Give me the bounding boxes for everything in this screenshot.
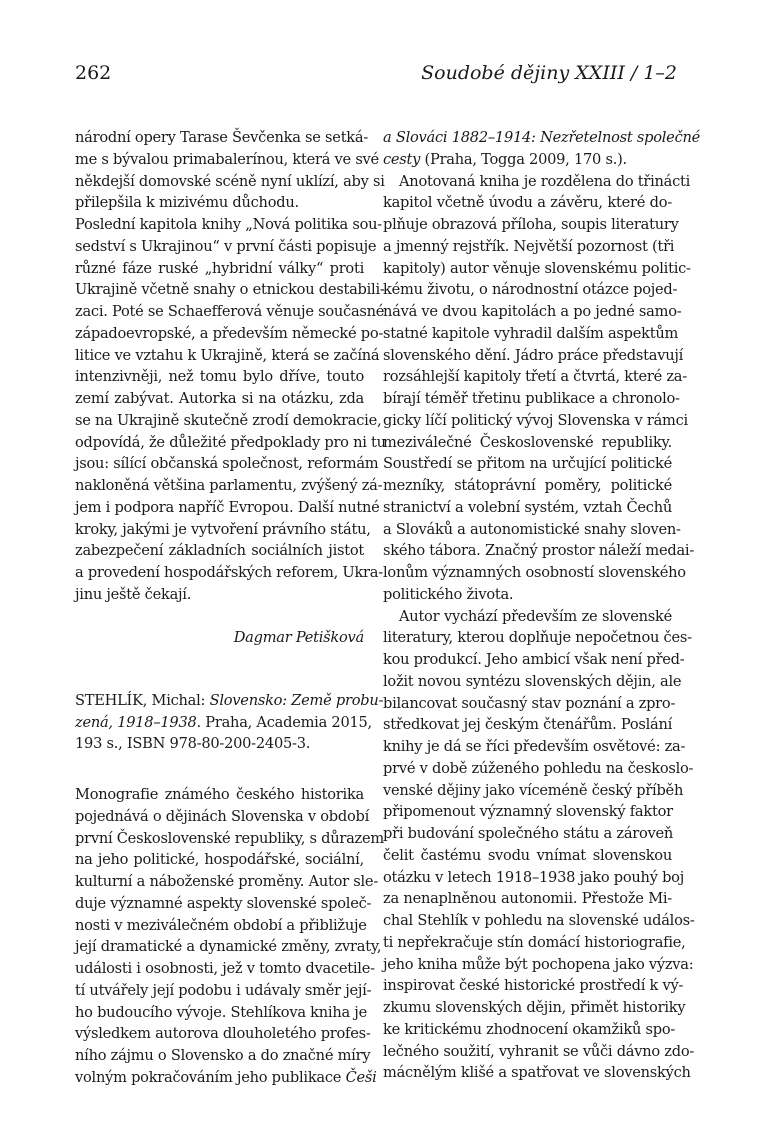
paragraph-line: někdejší domovské scéně nyní uklízí, aby si (75, 172, 385, 190)
paragraph-line: pojednává o dějinách Slovenska v období (75, 807, 370, 825)
paragraph-line: zabezpečení základních sociálních jistot (75, 542, 364, 560)
paragraph-line: Monografie známého českého historika (75, 786, 364, 803)
paragraph-line: přilepšila k mizivému důchodu. (75, 194, 299, 212)
paragraph-line: lonům významných osobností slovenského (383, 564, 686, 581)
paragraph-line: ho budoucího vývoje. Stehlíkova kniha je (75, 1003, 367, 1021)
paragraph-line: a jmenný rejstřík. Největší pozornost (tři (383, 237, 675, 255)
paragraph-line: statné kapitole vyhradil dalším aspektům (383, 324, 679, 342)
paragraph-line: Autor vychází především ze slovenské (399, 607, 672, 625)
paragraph-line: její dramatické a dynamické změny, zvraty, (75, 938, 382, 956)
paragraph (383, 171, 695, 606)
paragraph-line: čelit častému svodu vnímat slovenskou (383, 846, 672, 864)
paragraph (75, 214, 386, 606)
paragraph-line: nosti v meziválečném období a přibližuje (75, 916, 367, 934)
review-signature: Dagmar Petišková (233, 629, 364, 647)
reference-line: cesty (Praha, Togga 2009, 170 s.). (383, 150, 627, 168)
paragraph-line: mácnělým klišé a spatřovat ve slovenských (383, 1064, 691, 1082)
paragraph (75, 784, 384, 1067)
paragraph-line: me s bývalou primabalerínou, která ve své (75, 150, 379, 168)
journal-title: Soudobé dějiny XXIII / 1–2 (421, 62, 677, 84)
paragraph-line: volným pokračováním jeho publikace Češi (75, 1068, 377, 1086)
paragraph-line: výsledkem autorova dlouholetého profes- (75, 1025, 371, 1043)
paragraph-line: literatury, kterou doplňuje nepočetnou čes- (383, 629, 692, 647)
paragraph-line: mezníky, státoprávní poměry, politické (383, 477, 672, 494)
paragraph-line: politického života. (383, 585, 514, 603)
citation-line: 193 s., ISBN 978-80-200-2405-3. (75, 735, 311, 753)
paragraph-line: Poslední kapitola knihy „Nová politika sou- (75, 216, 382, 233)
paragraph (75, 127, 385, 214)
paragraph-line: při budování společného státu a zároveň (383, 825, 674, 842)
paragraph-line: Soustředí se přitom na určující politické (383, 455, 672, 473)
paragraph-line: chal Stehlík v pohledu na slovenské událos- (383, 912, 695, 929)
paragraph-line: jeho kniha může být pochopena jako výzva: (383, 955, 694, 973)
paragraph (383, 606, 695, 1085)
paragraph-line: kapitoly) autor věnuje slovenskému politic- (383, 259, 691, 277)
paragraph-line: lečného soužití, vyhranit se vůči dávno zdo- (383, 1042, 695, 1060)
paragraph-line: bírají téměř třetinu publikace a chronolo- (383, 390, 680, 407)
paragraph-line: ke kritickému zhodnocení okamžiků spo- (383, 1020, 676, 1038)
paragraph-line: zemí zabývat. Autorka si na otázku, zda (75, 390, 364, 407)
paragraph-line: kulturní a náboženské proměny. Autor sle- (75, 873, 378, 890)
paragraph-line: zaci. Poté se Schaefferová věnuje současné (75, 303, 385, 320)
paragraph-line: zkumu slovenských dějin, přimět historiky (383, 999, 686, 1016)
paragraph-line: a Slováků a autonomistické snahy sloven- (383, 520, 681, 538)
paragraph-line: se na Ukrajině skutečně zrodí demokracie, (75, 411, 382, 429)
paragraph-line: slovenského dění. Jádro práce představují (383, 346, 684, 364)
paragraph-line: inspirovat české historické prostředí k vý- (383, 977, 684, 995)
paragraph-line: litice ve vztahu k Ukrajině, která se začíná (75, 346, 380, 364)
left-column (75, 127, 386, 1089)
paragraph-line: kroky, jakými je vytvoření právního státu, (75, 520, 371, 538)
paragraph-line: na jeho politické, hospodářské, sociální, (75, 851, 364, 869)
paragraph-line: a provedení hospodářských reforem, Ukra- (75, 564, 383, 581)
paragraph-line: středkovat jej českým čtenářům. Poslání (383, 716, 673, 734)
paragraph-line: jsou: sílící občanská společnost, reformám (75, 455, 379, 473)
paragraph-line: ložit novou syntézu slovenských dějin, ale (383, 672, 682, 690)
paragraph-line: jinu ještě čekají. (75, 585, 192, 603)
paragraph-line: prvé v době zúženého pohledu na českoslo- (383, 759, 694, 777)
citation-line: STEHLÍK, Michal: Slovensko: Země probu- (75, 691, 384, 709)
paragraph-line: venské dějiny jako víceméně český příběh (383, 781, 684, 799)
paragraph-line: rozsáhlejší kapitoly třetí a čtvrtá, které za- (383, 368, 687, 386)
paragraph-line: tí utvářely její podobu i udávaly směr její- (75, 981, 372, 999)
right-column (383, 127, 701, 1084)
paragraph-line: události i osobnosti, jež v tomto dvacetile- (75, 960, 375, 977)
paragraph-line: různé fáze ruské „hybridní války“ proti (75, 259, 364, 277)
paragraph-line: stranictví a volební systém, vztah Čechů (383, 498, 672, 516)
paragraph-line: duje významné aspekty slovenské společ- (75, 894, 372, 912)
paragraph-line: meziválečné Československé republiky. (383, 433, 672, 451)
paragraph-line: ského tábora. Značný prostor náleží medai- (383, 542, 695, 560)
reference-line: a Slováci 1882–1914: Nezřetelnost společné (383, 129, 701, 146)
paragraph-line: sedství s Ukrajinou“ v první části popisuje (75, 237, 377, 255)
paragraph-line: národní opery Tarase Ševčenka se setká- (75, 129, 369, 146)
paragraph-line: jem i podpora napříč Evropou. Další nutné (75, 498, 380, 516)
book-citation (75, 690, 384, 755)
paragraph-line: ti nepřekračuje stín domácí historiografie, (383, 933, 686, 951)
paragraph-line: za nenaplněnou autonomii. Přestože Mi- (383, 890, 672, 908)
paragraph-line: knihy je dá se říci především osvětové: za- (383, 738, 686, 755)
paragraph-line: odpovídá, že důležité předpoklady pro ni tu (75, 433, 386, 451)
paragraph-line: západoevropské, a především německé po- (75, 324, 384, 342)
paragraph-line: nakloněná většina parlamentu, zvýšený zá- (75, 477, 383, 494)
spacer (75, 606, 364, 628)
paragraph-line: intenzivněji, než tomu bylo dříve, touto (75, 368, 364, 386)
paragraph-line: gicky líčí politický vývoj Slovenska v rámci (383, 411, 688, 429)
paragraph-line: Ukrajině včetně snahy o etnickou destabili- (75, 281, 385, 299)
paragraph-line: otázku v letech 1918–1938 jako pouhý boj (383, 868, 684, 886)
paragraph-line: bilancovat současný stav poznání a zpro- (383, 694, 676, 712)
paragraph-line: ního zájmu o Slovensko a do značné míry (75, 1047, 371, 1064)
page-number: 262 (75, 62, 112, 84)
paragraph-line: kou produkcí. Jeho ambicí však není před- (383, 651, 685, 668)
paragraph-line: kapitol včetně úvodu a závěru, které do- (383, 194, 672, 212)
citation-line: zená, 1918–1938. Praha, Academia 2015, (75, 713, 372, 731)
paragraph-line: Anotovaná kniha je rozdělena do třinácti (399, 172, 691, 190)
paragraph-line: nává ve dvou kapitolách a po jedné samo- (383, 303, 682, 320)
paragraph-line: první Československé republiky, s důrazem (75, 829, 384, 847)
paragraph-line: plňuje obrazová příloha, soupis literatury (383, 216, 679, 233)
paragraph-line: připomenout významný slovenský faktor (383, 803, 673, 821)
paragraph-line: kému životu, o národnostní otázce pojed- (383, 281, 678, 299)
